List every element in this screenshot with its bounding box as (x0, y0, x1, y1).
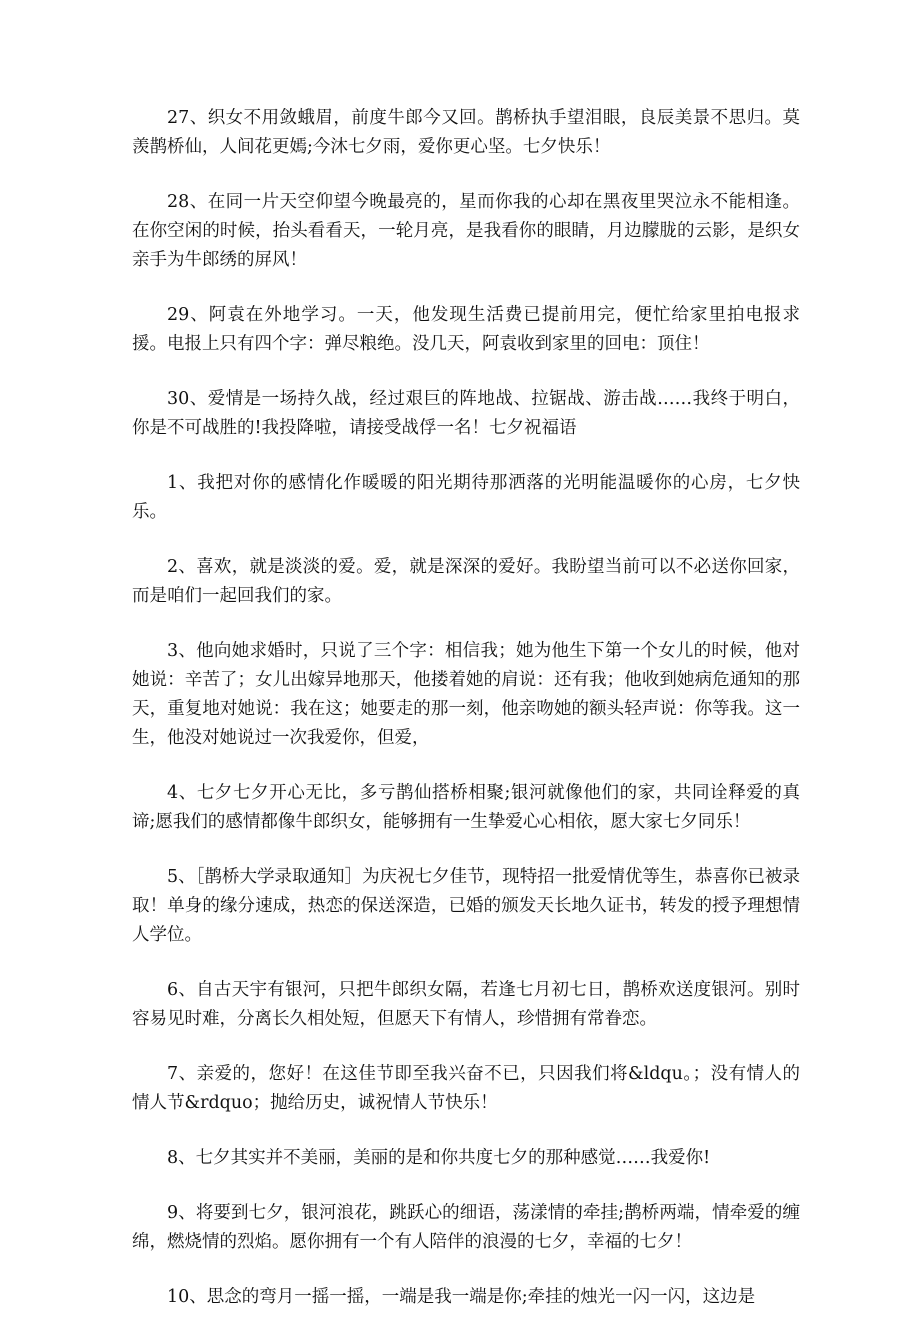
paragraph-5: 5、［鹊桥大学录取通知］为庆祝七夕佳节，现特招一批爱情优等生，恭喜你已被录取！单身的缘分速成，热恋的保送深造，已婚的颁发天长地久证书，转发的授予理想情人学位。 (132, 867, 800, 945)
document-body (132, 104, 800, 1338)
paragraph-30: 30、爱情是一场持久战，经过艰巨的阵地战、拉锯战、游击战……我终于明白，你是不可战胜的!我投降啦，请接受战俘一名！七夕祝福语 (132, 389, 800, 438)
paragraph-8: 8、七夕其实并不美丽，美丽的是和你共度七夕的那种感觉……我爱你! (167, 1148, 711, 1168)
paragraph-3: 3、他向她求婚时，只说了三个字：相信我；她为他生下第一个女儿的时候，他对她说：辛苦了；女儿出嫁异地那天，他搂着她的肩说：还有我；他收到她病危通知的那天，重复地对她说：我在这；她要走的那一刻，他亲吻她的额头轻声说：你等我。这一生，他没对她说过一次我爱你，但爱， (132, 641, 800, 748)
paragraph-4: 4、七夕七夕开心无比，多亏鹊仙搭桥相聚;银河就像他们的家，共同诠释爱的真谛;愿我们的感情都像牛郎织女，能够拥有一生挚爱心心相依，愿大家七夕同乐！ (132, 783, 800, 832)
paragraph-1: 1、我把对你的感情化作暖暖的阳光期待那洒落的光明能温暖你的心房，七夕快乐。 (132, 473, 800, 522)
paragraph-9: 9、将要到七夕，银河浪花，跳跃心的细语，荡漾情的牵挂;鹊桥两端，情牵爱的缠绵，燃烧情的烈焰。愿你拥有一个有人陪伴的浪漫的七夕，幸福的七夕！ (132, 1203, 800, 1252)
paragraph-2: 2、喜欢，就是淡淡的爱。爱，就是深深的爱好。我盼望当前可以不必送你回家，而是咱们一起回我们的家。 (132, 557, 800, 606)
paragraph-27: 27、织女不用敛蛾眉，前度牛郎今又回。鹊桥执手望泪眼，良辰美景不思归。莫羡鹊桥仙，人间花更嫣;今沐七夕雨，爱你更心坚。七夕快乐！ (132, 108, 800, 157)
paragraph-6: 6、自古天宇有银河，只把牛郎织女隔，若逢七月初七日，鹊桥欢送度银河。别时容易见时难，分离长久相处短，但愿天下有情人，珍惜拥有常眷恋。 (132, 980, 800, 1029)
paragraph-10: 10、思念的弯月一摇一摇，一端是我一端是你;牵挂的烛光一闪一闪，这边是 (167, 1287, 756, 1307)
paragraph-29: 29、阿袁在外地学习。一天，他发现生活费已提前用完，便忙给家里拍电报求援。电报上只有四个字：弹尽粮绝。没几天，阿袁收到家里的回电：顶住！ (132, 305, 800, 354)
paragraph-28: 28、在同一片天空仰望今晚最亮的，星而你我的心却在黑夜里哭泣永不能相逢。在你空闲的时候，抬头看看天，一轮月亮，是我看你的眼睛，月边朦胧的云影，是织女亲手为牛郎绣的屏风！ (132, 192, 800, 270)
paragraph-7: 7、亲爱的，您好！在这佳节即至我兴奋不已，只因我们将&ldqu。；没有情人的情人节&rdquo；抛给历史，诚祝情人节快乐！ (132, 1064, 800, 1113)
